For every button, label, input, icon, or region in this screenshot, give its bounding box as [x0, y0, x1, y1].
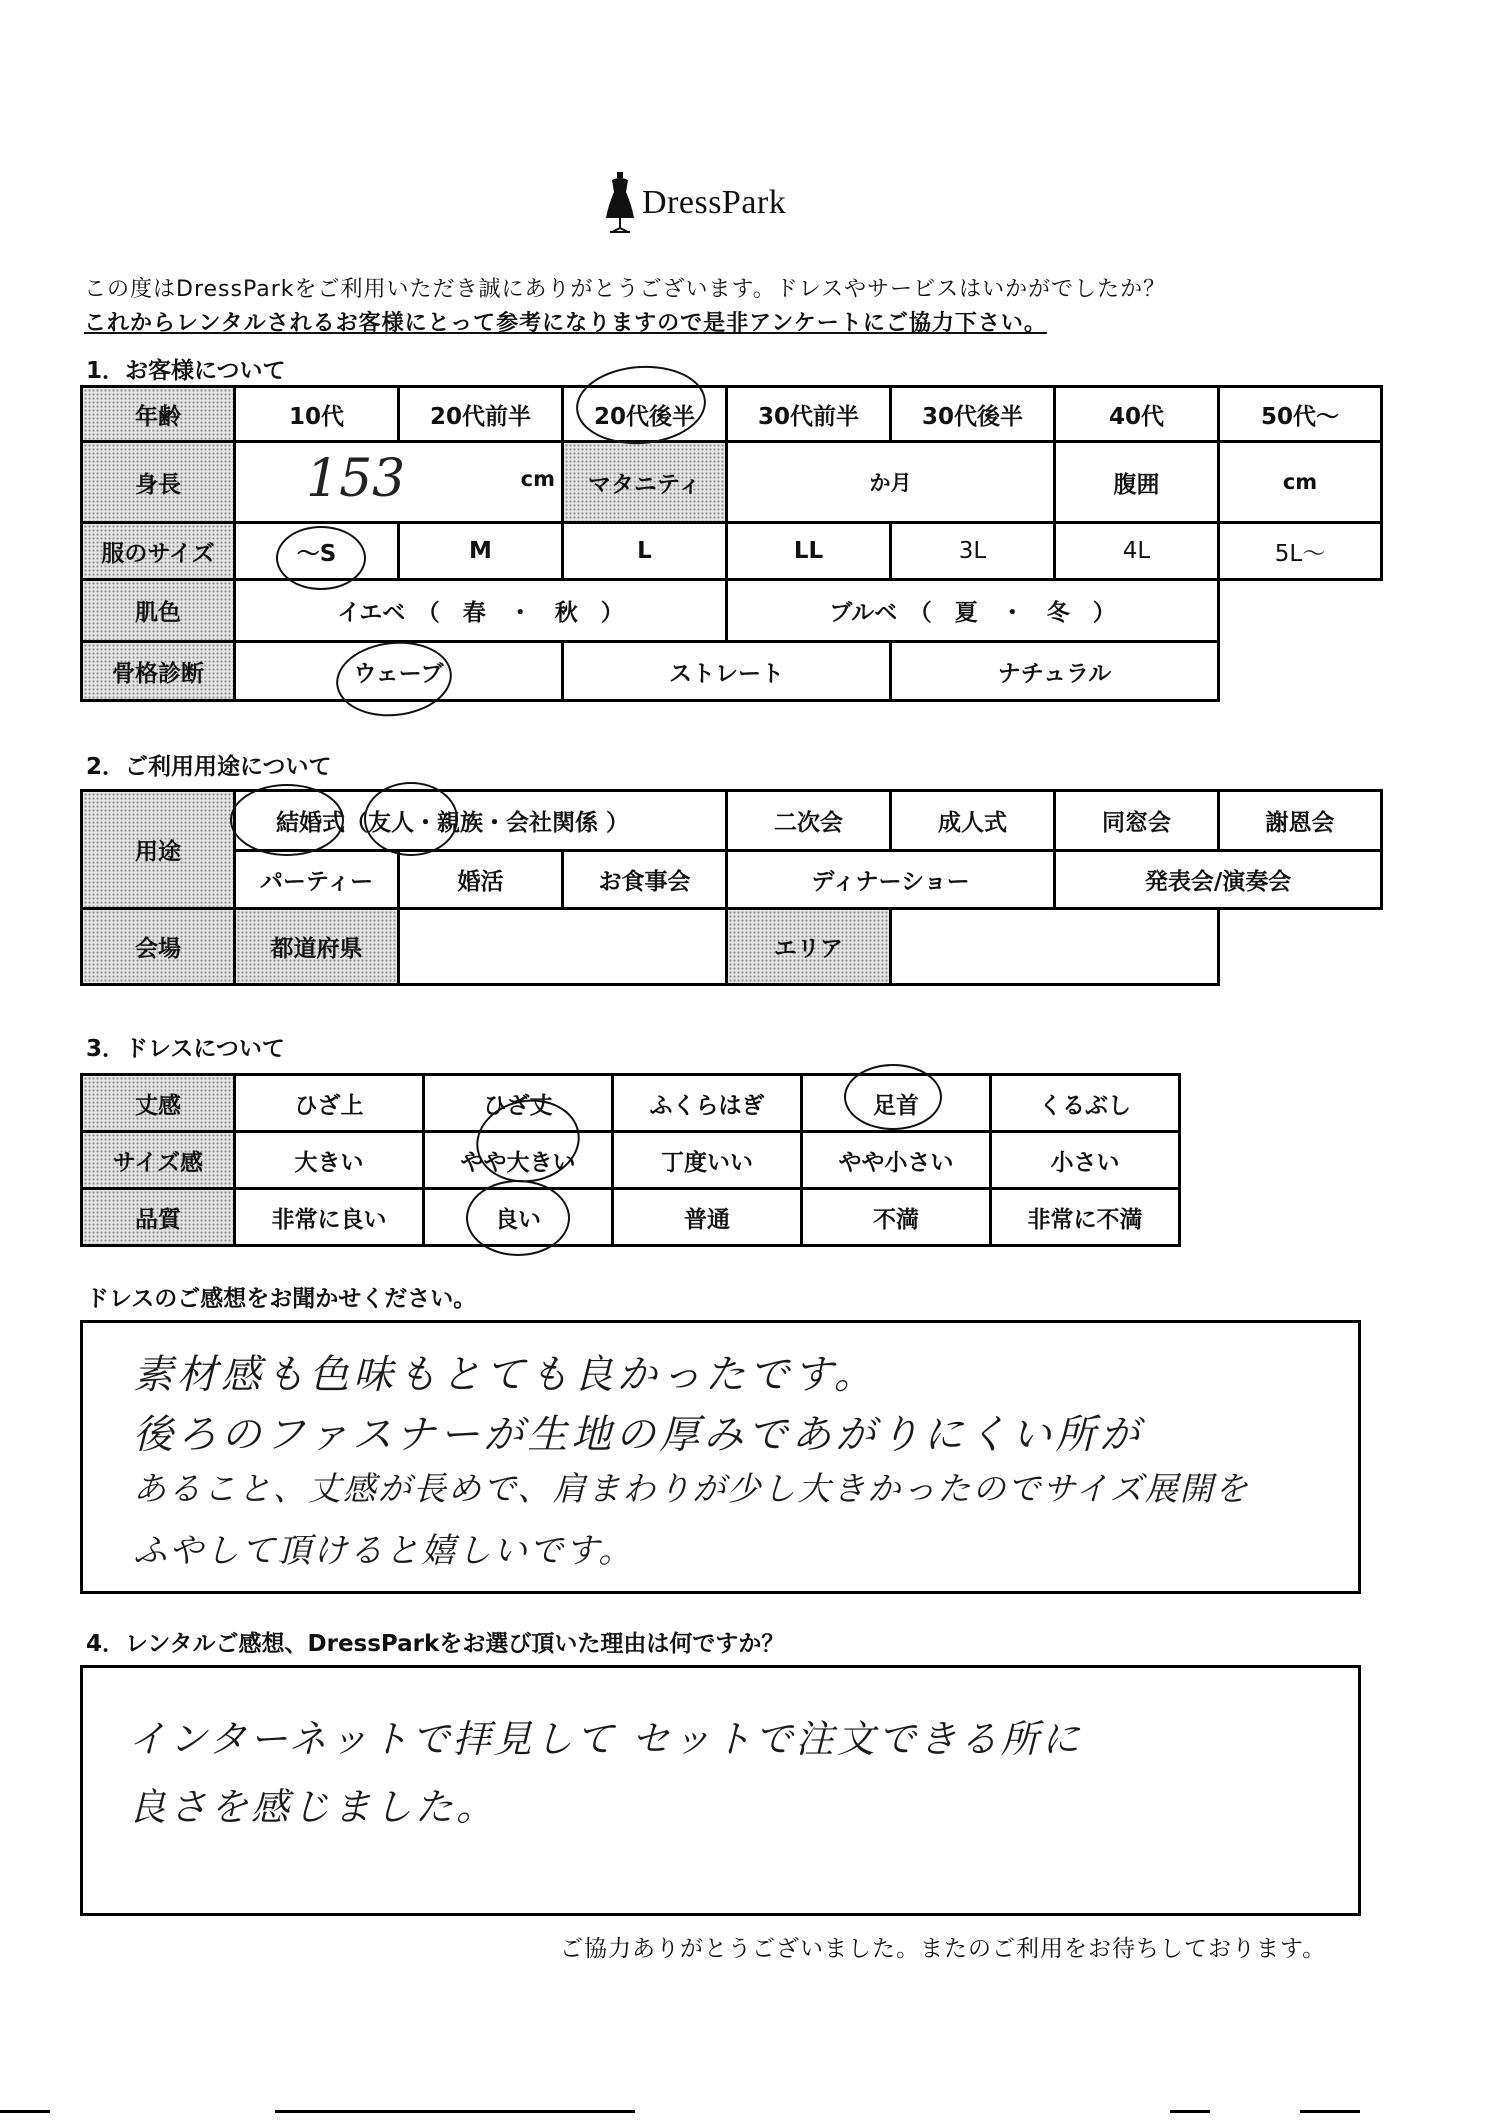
- comment-line: あること、丈感が長めで、肩まわりが少し大きかったのでサイズ展開を: [133, 1469, 1250, 1508]
- divider: [0, 2110, 50, 2113]
- frame-option[interactable]: ナチュラル: [891, 642, 1219, 701]
- fit-option[interactable]: やや大きい: [424, 1132, 613, 1189]
- height-label: 身長: [82, 442, 235, 523]
- frame-option[interactable]: ストレート: [563, 642, 891, 701]
- skin-row: [82, 580, 1382, 642]
- comment-line: ふやして頂けると嬉しいです。: [133, 1531, 635, 1571]
- months-field[interactable]: [727, 442, 1055, 523]
- reason-line: インターネットで拝見して セットで注文できる所に: [128, 1717, 1083, 1761]
- quality-row: [82, 1189, 1180, 1246]
- section4-title: 4．レンタルご感想、DressParkをお選び頂いた理由は何ですか？: [86, 1631, 785, 1657]
- length-option[interactable]: ふくらはぎ: [613, 1075, 802, 1132]
- age-option[interactable]: 10代: [235, 387, 399, 442]
- quality-option[interactable]: 普通: [613, 1189, 802, 1246]
- recital-option[interactable]: 発表会/演奏会: [1055, 851, 1382, 909]
- purpose-option[interactable]: 婚活: [399, 851, 563, 909]
- brand-name: DressPark: [642, 184, 787, 221]
- frame-row: [82, 642, 1382, 701]
- size-option[interactable]: M: [399, 523, 563, 580]
- purpose-row-2: [82, 851, 1382, 909]
- divider: [1170, 2110, 1210, 2113]
- length-option[interactable]: くるぶし: [991, 1075, 1180, 1132]
- purpose-option[interactable]: 成人式: [891, 791, 1055, 851]
- size-row: [82, 523, 1382, 580]
- age-option[interactable]: 20代後半: [563, 387, 727, 442]
- wedding-label: 結婚式（: [276, 810, 368, 836]
- divider: [1300, 2110, 1360, 2113]
- section2-title: 2．ご利用用途について: [86, 754, 332, 780]
- wedding-relation: 友人・親族・会社関係 ）: [368, 810, 630, 836]
- dress-comment-box[interactable]: [80, 1320, 1361, 1594]
- age-option[interactable]: 40代: [1055, 387, 1219, 442]
- maternity-label: マタニティ: [563, 442, 727, 523]
- prefecture-field[interactable]: [399, 909, 727, 985]
- footer-thanks: ご協力ありがとうございました。またのご利用をお待ちしております。: [560, 1936, 1327, 1962]
- age-option[interactable]: 20代前半: [399, 387, 563, 442]
- waist-label: 腹囲: [1055, 442, 1219, 523]
- waist-field[interactable]: [1219, 442, 1382, 523]
- brand-logo: [600, 170, 860, 234]
- section1-title: 1．お客様について: [86, 358, 286, 384]
- intro-line-2: これからレンタルされるお客様にとって参考になりますので是非アンケートにご協力下さい。: [84, 311, 1047, 336]
- size-label: 服のサイズ: [82, 523, 235, 580]
- size-option[interactable]: LL: [727, 523, 891, 580]
- skin-yellow-option[interactable]: イエベ （ 春 ・ 秋 ）: [235, 580, 727, 642]
- quality-option[interactable]: 非常に良い: [235, 1189, 424, 1246]
- section3-title: 3．ドレスについて: [86, 1036, 285, 1062]
- fit-option[interactable]: 大きい: [235, 1132, 424, 1189]
- fit-option[interactable]: やや小さい: [802, 1132, 991, 1189]
- dress-table: [80, 1073, 1181, 1247]
- purpose-option[interactable]: 謝恩会: [1219, 791, 1382, 851]
- age-label: 年齢: [82, 387, 235, 442]
- dress-comment-prompt: ドレスのご感想をお聞かせください。: [86, 1286, 477, 1312]
- reason-comment-box[interactable]: [80, 1665, 1361, 1916]
- age-option[interactable]: 30代前半: [727, 387, 891, 442]
- waist-unit: cm: [1282, 470, 1318, 494]
- purpose-row-1: [82, 791, 1382, 851]
- months-unit: か月: [869, 471, 912, 495]
- size-option[interactable]: 4L: [1055, 523, 1219, 580]
- dress-form-icon: [600, 170, 640, 234]
- venue-row: [82, 909, 1382, 985]
- venue-label: 会場: [82, 909, 235, 985]
- length-option[interactable]: ひざ丈: [424, 1075, 613, 1132]
- quality-option[interactable]: 非常に不満: [991, 1189, 1180, 1246]
- reason-line: 良さを感じました。: [128, 1785, 498, 1829]
- length-label: 丈感: [82, 1075, 235, 1132]
- area-field[interactable]: [891, 909, 1219, 985]
- fit-option[interactable]: 小さい: [991, 1132, 1180, 1189]
- intro-line-1: この度はDressParkをご利用いただき誠にありがとうございます。ドレスやサービスはいかがでしたか？: [84, 277, 1167, 302]
- size-option[interactable]: 5L～: [1219, 523, 1382, 580]
- purpose-option[interactable]: 二次会: [727, 791, 891, 851]
- purpose-label: 用途: [82, 791, 235, 909]
- height-field[interactable]: [235, 442, 563, 523]
- frame-label: 骨格診断: [82, 642, 235, 701]
- quality-option[interactable]: 不満: [802, 1189, 991, 1246]
- size-option[interactable]: L: [563, 523, 727, 580]
- frame-option[interactable]: ウェーブ: [235, 642, 563, 701]
- age-option[interactable]: 30代後半: [891, 387, 1055, 442]
- age-option[interactable]: 50代～: [1219, 387, 1382, 442]
- customer-table: [80, 385, 1383, 702]
- purpose-option[interactable]: お食事会: [563, 851, 727, 909]
- height-value: 153: [306, 449, 406, 509]
- comment-line: 素材感も色味もとても良かったです。: [133, 1352, 878, 1398]
- size-option[interactable]: ～S: [235, 523, 399, 580]
- skin-label: 肌色: [82, 580, 235, 642]
- purpose-option[interactable]: パーティー: [235, 851, 399, 909]
- skin-blue-option[interactable]: ブルベ （ 夏 ・ 冬 ）: [727, 580, 1219, 642]
- purpose-table: [80, 789, 1383, 986]
- age-row: [82, 387, 1382, 442]
- fit-option[interactable]: 丁度いい: [613, 1132, 802, 1189]
- divider: [275, 2110, 635, 2113]
- quality-label: 品質: [82, 1189, 235, 1246]
- comment-line: 後ろのファスナーが生地の厚みであがりにくい所が: [133, 1412, 1144, 1458]
- length-row: [82, 1075, 1180, 1132]
- height-row: [82, 442, 1382, 523]
- area-label: エリア: [727, 909, 891, 985]
- wedding-option[interactable]: [235, 791, 727, 851]
- length-option[interactable]: ひざ上: [235, 1075, 424, 1132]
- purpose-option[interactable]: 同窓会: [1055, 791, 1219, 851]
- size-option[interactable]: 3L: [891, 523, 1055, 580]
- prefecture-label: 都道府県: [235, 909, 399, 985]
- dinner-show-option[interactable]: ディナーショー: [727, 851, 1055, 909]
- quality-option[interactable]: 良い: [424, 1189, 613, 1246]
- fit-row: [82, 1132, 1180, 1189]
- height-unit: cm: [520, 467, 555, 491]
- length-option[interactable]: 足首: [802, 1075, 991, 1132]
- fit-label: サイズ感: [82, 1132, 235, 1189]
